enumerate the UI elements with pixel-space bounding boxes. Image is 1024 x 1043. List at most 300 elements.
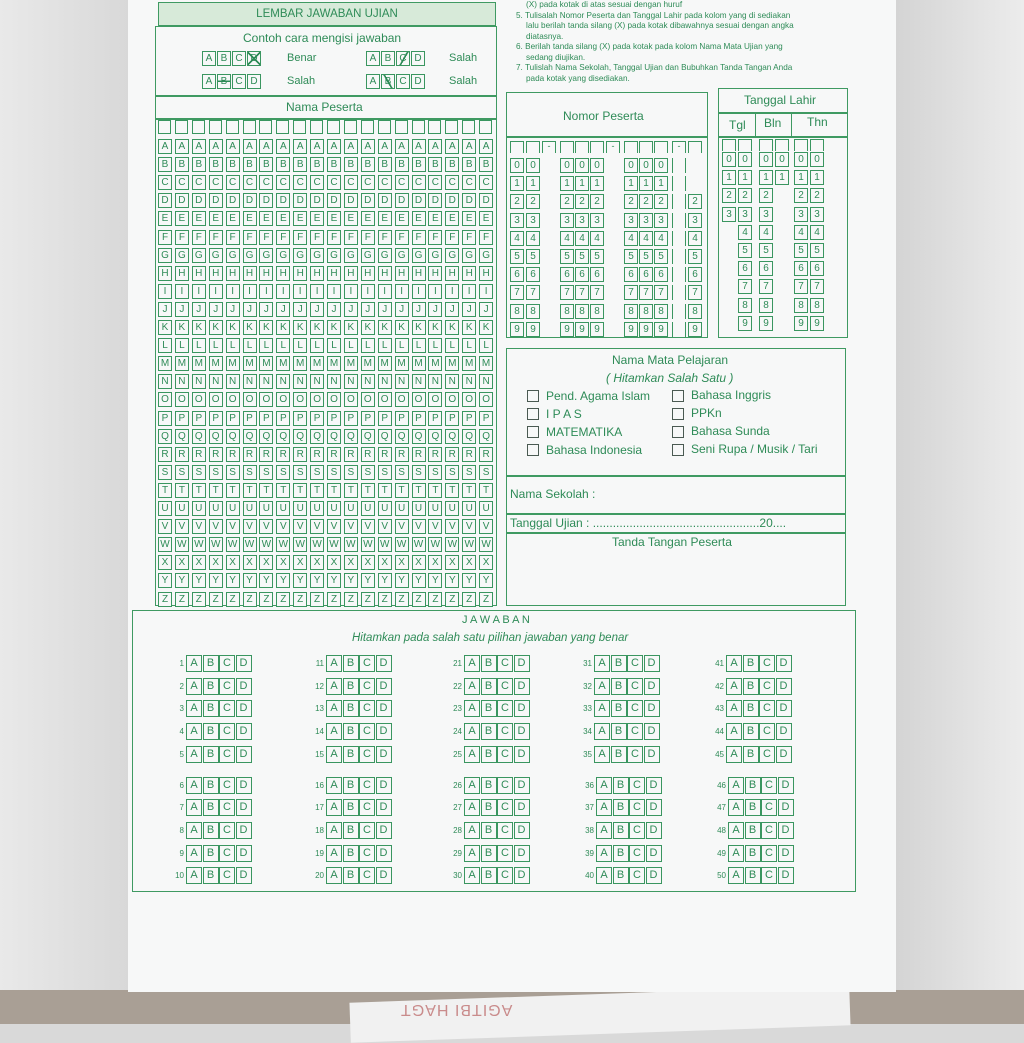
name-letter-box[interactable]: P	[428, 411, 442, 426]
nomor-digit-box[interactable]: 6	[688, 267, 702, 282]
name-letter-box[interactable]: C	[175, 175, 189, 190]
name-letter-box[interactable]: K	[327, 320, 341, 335]
answer-choice-box[interactable]: B	[613, 845, 629, 862]
name-write-box[interactable]	[175, 120, 188, 134]
name-letter-box[interactable]: B	[310, 157, 324, 172]
nomor-digit-box[interactable]: 9	[526, 322, 540, 337]
name-letter-box[interactable]: T	[412, 483, 426, 498]
name-letter-box[interactable]: G	[310, 248, 324, 263]
name-letter-box[interactable]: B	[344, 157, 358, 172]
name-letter-box[interactable]: S	[158, 465, 172, 480]
name-letter-box[interactable]: L	[479, 338, 493, 353]
nomor-digit-box[interactable]: 6	[526, 267, 540, 282]
name-letter-box[interactable]: Z	[259, 592, 273, 607]
tanggal-digit-box[interactable]: 3	[759, 207, 773, 222]
name-letter-box[interactable]: E	[361, 211, 375, 226]
nomor-digit-box[interactable]: 8	[624, 304, 638, 319]
name-letter-box[interactable]: F	[226, 230, 240, 245]
nomor-digit-box[interactable]: 8	[575, 304, 589, 319]
name-letter-box[interactable]: W	[243, 537, 257, 552]
name-letter-box[interactable]: S	[259, 465, 273, 480]
answer-choice-box[interactable]: A	[594, 678, 610, 695]
name-letter-box[interactable]: C	[276, 175, 290, 190]
name-letter-box[interactable]: D	[327, 193, 341, 208]
name-letter-box[interactable]: Z	[479, 592, 493, 607]
name-letter-box[interactable]: K	[479, 320, 493, 335]
name-letter-box[interactable]: D	[259, 193, 273, 208]
name-letter-box[interactable]: B	[158, 157, 172, 172]
name-letter-box[interactable]: Q	[192, 429, 206, 444]
nomor-digit-box[interactable]: 6	[654, 267, 668, 282]
name-letter-box[interactable]: P	[293, 411, 307, 426]
name-letter-box[interactable]: Y	[479, 573, 493, 588]
name-letter-box[interactable]: T	[226, 483, 240, 498]
name-letter-box[interactable]: N	[226, 374, 240, 389]
nomor-digit-box[interactable]: 9	[560, 322, 574, 337]
name-letter-box[interactable]: Q	[344, 429, 358, 444]
name-write-box[interactable]	[158, 120, 171, 134]
answer-choice-box[interactable]: B	[203, 678, 219, 695]
nomor-digit-box[interactable]: 1	[654, 176, 668, 191]
answer-choice-box[interactable]: B	[203, 746, 219, 763]
answer-choice-box[interactable]: A	[186, 822, 202, 839]
answer-choice-box[interactable]: B	[745, 822, 761, 839]
name-letter-box[interactable]: S	[428, 465, 442, 480]
name-letter-box[interactable]: O	[175, 392, 189, 407]
name-letter-box[interactable]: Y	[158, 573, 172, 588]
nomor-digit-box[interactable]: 7	[639, 285, 653, 300]
name-letter-box[interactable]: F	[428, 230, 442, 245]
name-letter-box[interactable]: J	[344, 302, 358, 317]
name-letter-box[interactable]: N	[479, 374, 493, 389]
answer-choice-box[interactable]: B	[481, 822, 497, 839]
name-letter-box[interactable]: V	[209, 519, 223, 534]
name-letter-box[interactable]: U	[226, 501, 240, 516]
name-letter-box[interactable]: R	[192, 447, 206, 462]
nomor-write-box[interactable]	[688, 141, 702, 153]
name-letter-box[interactable]: V	[412, 519, 426, 534]
nomor-digit-box[interactable]: 1	[510, 176, 524, 191]
name-letter-box[interactable]: V	[259, 519, 273, 534]
name-letter-box[interactable]: S	[293, 465, 307, 480]
answer-choice-box[interactable]: D	[514, 867, 530, 884]
answer-choice-box[interactable]: D	[776, 678, 792, 695]
answer-choice-box[interactable]: C	[497, 777, 513, 794]
answer-choice-box[interactable]: D	[514, 678, 530, 695]
nomor-digit-box[interactable]: 6	[590, 267, 604, 282]
name-letter-box[interactable]: L	[428, 338, 442, 353]
name-letter-box[interactable]: M	[209, 356, 223, 371]
name-letter-box[interactable]: C	[192, 175, 206, 190]
name-letter-box[interactable]: J	[259, 302, 273, 317]
nomor-digit-box[interactable]: 4	[575, 231, 589, 246]
answer-choice-box[interactable]: A	[728, 845, 744, 862]
name-letter-box[interactable]: Y	[361, 573, 375, 588]
name-letter-box[interactable]: Y	[293, 573, 307, 588]
name-letter-box[interactable]: I	[175, 284, 189, 299]
name-letter-box[interactable]: P	[243, 411, 257, 426]
name-letter-box[interactable]: M	[327, 356, 341, 371]
name-letter-box[interactable]: Z	[412, 592, 426, 607]
nomor-digit-box[interactable]: 2	[510, 194, 524, 209]
name-letter-box[interactable]: J	[479, 302, 493, 317]
name-letter-box[interactable]: C	[395, 175, 409, 190]
answer-choice-box[interactable]: A	[594, 746, 610, 763]
answer-choice-box[interactable]: A	[464, 799, 480, 816]
name-letter-box[interactable]: P	[158, 411, 172, 426]
answer-choice-box[interactable]: B	[343, 845, 359, 862]
name-letter-box[interactable]: S	[479, 465, 493, 480]
answer-choice-box[interactable]: D	[236, 655, 252, 672]
name-letter-box[interactable]: V	[445, 519, 459, 534]
name-letter-box[interactable]: E	[462, 211, 476, 226]
name-letter-box[interactable]: A	[395, 139, 409, 154]
name-letter-box[interactable]: L	[378, 338, 392, 353]
nomor-digit-box[interactable]: 6	[510, 267, 524, 282]
answer-choice-box[interactable]: D	[376, 746, 392, 763]
name-letter-box[interactable]: L	[462, 338, 476, 353]
tanggal-digit-box[interactable]: 3	[722, 207, 736, 222]
name-letter-box[interactable]: W	[327, 537, 341, 552]
answer-choice-box[interactable]: A	[728, 799, 744, 816]
tanggal-digit-box[interactable]: 9	[794, 316, 808, 331]
answer-choice-box[interactable]: A	[326, 777, 342, 794]
name-letter-box[interactable]: W	[412, 537, 426, 552]
answer-choice-box[interactable]: A	[186, 845, 202, 862]
name-letter-box[interactable]: R	[226, 447, 240, 462]
nomor-digit-box[interactable]: 6	[639, 267, 653, 282]
name-letter-box[interactable]: Z	[462, 592, 476, 607]
name-letter-box[interactable]: Y	[395, 573, 409, 588]
answer-choice-box[interactable]: C	[761, 799, 777, 816]
name-letter-box[interactable]: K	[209, 320, 223, 335]
name-letter-box[interactable]: B	[395, 157, 409, 172]
name-letter-box[interactable]: D	[276, 193, 290, 208]
name-letter-box[interactable]: V	[361, 519, 375, 534]
name-letter-box[interactable]: E	[209, 211, 223, 226]
answer-choice-box[interactable]: D	[778, 867, 794, 884]
name-letter-box[interactable]: C	[243, 175, 257, 190]
answer-choice-box[interactable]: C	[359, 777, 375, 794]
nomor-digit-box[interactable]: 2	[590, 194, 604, 209]
name-letter-box[interactable]: A	[344, 139, 358, 154]
nomor-digit-box[interactable]: 0	[575, 158, 589, 173]
name-letter-box[interactable]: L	[243, 338, 257, 353]
name-letter-box[interactable]: R	[361, 447, 375, 462]
answer-choice-box[interactable]: A	[728, 777, 744, 794]
name-letter-box[interactable]: Y	[412, 573, 426, 588]
name-letter-box[interactable]: W	[293, 537, 307, 552]
answer-choice-box[interactable]: A	[326, 723, 342, 740]
nomor-digit-box[interactable]: 4	[639, 231, 653, 246]
name-letter-box[interactable]: N	[445, 374, 459, 389]
name-letter-box[interactable]: T	[158, 483, 172, 498]
answer-choice-box[interactable]: D	[644, 700, 660, 717]
tanggal-digit-box[interactable]: 4	[759, 225, 773, 240]
name-letter-box[interactable]: P	[209, 411, 223, 426]
answer-choice-box[interactable]: B	[343, 678, 359, 695]
answer-choice-box[interactable]: C	[759, 746, 775, 763]
nomor-write-box[interactable]	[639, 141, 653, 153]
nomor-digit-box[interactable]: 5	[590, 249, 604, 264]
tanggal-digit-box[interactable]: 7	[794, 279, 808, 294]
name-letter-box[interactable]: I	[243, 284, 257, 299]
nomor-digit-box[interactable]: 5	[575, 249, 589, 264]
name-letter-box[interactable]: Q	[361, 429, 375, 444]
name-letter-box[interactable]: K	[344, 320, 358, 335]
answer-choice-box[interactable]: D	[646, 822, 662, 839]
name-letter-box[interactable]: G	[479, 248, 493, 263]
name-letter-box[interactable]: C	[259, 175, 273, 190]
name-letter-box[interactable]: Q	[412, 429, 426, 444]
answer-choice-box[interactable]: A	[186, 678, 202, 695]
name-letter-box[interactable]: V	[327, 519, 341, 534]
name-letter-box[interactable]: R	[276, 447, 290, 462]
name-letter-box[interactable]: E	[344, 211, 358, 226]
nomor-digit-box[interactable]: 9	[590, 322, 604, 337]
name-letter-box[interactable]: I	[428, 284, 442, 299]
name-letter-box[interactable]: A	[462, 139, 476, 154]
name-letter-box[interactable]: Q	[276, 429, 290, 444]
nomor-digit-box[interactable]: 1	[590, 176, 604, 191]
name-letter-box[interactable]: E	[395, 211, 409, 226]
name-letter-box[interactable]: J	[395, 302, 409, 317]
name-letter-box[interactable]: B	[479, 157, 493, 172]
answer-choice-box[interactable]: A	[596, 799, 612, 816]
answer-choice-box[interactable]: D	[514, 799, 530, 816]
name-letter-box[interactable]: D	[158, 193, 172, 208]
name-write-box[interactable]	[226, 120, 239, 134]
name-letter-box[interactable]: W	[259, 537, 273, 552]
answer-choice-box[interactable]: B	[611, 700, 627, 717]
tanggal-digit-box[interactable]: 3	[810, 207, 824, 222]
name-letter-box[interactable]: B	[293, 157, 307, 172]
name-letter-box[interactable]: X	[158, 555, 172, 570]
tanggal-digit-box[interactable]: 5	[810, 243, 824, 258]
name-letter-box[interactable]: Z	[327, 592, 341, 607]
name-letter-box[interactable]: P	[378, 411, 392, 426]
answer-choice-box[interactable]: D	[236, 700, 252, 717]
name-letter-box[interactable]: D	[462, 193, 476, 208]
subject-checkbox[interactable]	[672, 390, 684, 402]
answer-choice-box[interactable]: B	[481, 777, 497, 794]
name-letter-box[interactable]: P	[395, 411, 409, 426]
tanggal-digit-box[interactable]: 6	[738, 261, 752, 276]
name-letter-box[interactable]: Z	[395, 592, 409, 607]
answer-choice-box[interactable]: D	[778, 777, 794, 794]
answer-choice-box[interactable]: C	[359, 655, 375, 672]
name-write-box[interactable]	[412, 120, 425, 134]
name-write-box[interactable]	[259, 120, 272, 134]
name-letter-box[interactable]: L	[412, 338, 426, 353]
name-letter-box[interactable]: Z	[293, 592, 307, 607]
answer-choice-box[interactable]: C	[497, 655, 513, 672]
answer-choice-box[interactable]: B	[481, 799, 497, 816]
name-letter-box[interactable]: V	[175, 519, 189, 534]
name-letter-box[interactable]: E	[259, 211, 273, 226]
nomor-digit-box[interactable]: 3	[590, 213, 604, 228]
name-write-box[interactable]	[361, 120, 374, 134]
answer-choice-box[interactable]: C	[219, 822, 235, 839]
name-letter-box[interactable]: P	[462, 411, 476, 426]
name-letter-box[interactable]: M	[344, 356, 358, 371]
nomor-digit-box[interactable]: 5	[510, 249, 524, 264]
name-letter-box[interactable]: O	[327, 392, 341, 407]
name-letter-box[interactable]: M	[479, 356, 493, 371]
answer-choice-box[interactable]: D	[514, 655, 530, 672]
answer-choice-box[interactable]: C	[359, 867, 375, 884]
name-letter-box[interactable]: J	[209, 302, 223, 317]
name-letter-box[interactable]: H	[158, 266, 172, 281]
name-letter-box[interactable]: W	[462, 537, 476, 552]
answer-choice-box[interactable]: B	[745, 777, 761, 794]
answer-choice-box[interactable]: C	[219, 845, 235, 862]
name-letter-box[interactable]: V	[310, 519, 324, 534]
answer-choice-box[interactable]: D	[514, 746, 530, 763]
nomor-digit-box[interactable]: 0	[560, 158, 574, 173]
name-write-box[interactable]	[344, 120, 357, 134]
answer-choice-box[interactable]: B	[745, 867, 761, 884]
name-letter-box[interactable]: D	[209, 193, 223, 208]
nomor-digit-box[interactable]: 3	[688, 213, 702, 228]
name-letter-box[interactable]: E	[378, 211, 392, 226]
tanggal-digit-box[interactable]: 9	[759, 316, 773, 331]
name-letter-box[interactable]: K	[243, 320, 257, 335]
answer-choice-box[interactable]: A	[726, 655, 742, 672]
name-letter-box[interactable]: B	[175, 157, 189, 172]
name-letter-box[interactable]: P	[327, 411, 341, 426]
name-letter-box[interactable]: X	[412, 555, 426, 570]
subject-checkbox[interactable]	[672, 426, 684, 438]
name-letter-box[interactable]: O	[192, 392, 206, 407]
name-letter-box[interactable]: Q	[243, 429, 257, 444]
name-letter-box[interactable]: T	[479, 483, 493, 498]
answer-choice-box[interactable]: A	[594, 723, 610, 740]
name-letter-box[interactable]: T	[192, 483, 206, 498]
nomor-write-box[interactable]	[526, 141, 540, 153]
name-letter-box[interactable]: S	[344, 465, 358, 480]
name-letter-box[interactable]: T	[428, 483, 442, 498]
name-letter-box[interactable]: H	[378, 266, 392, 281]
nomor-digit-box[interactable]: 5	[639, 249, 653, 264]
name-letter-box[interactable]: P	[226, 411, 240, 426]
name-letter-box[interactable]: Q	[209, 429, 223, 444]
name-letter-box[interactable]: K	[445, 320, 459, 335]
answer-choice-box[interactable]: B	[203, 655, 219, 672]
name-letter-box[interactable]: E	[479, 211, 493, 226]
answer-choice-box[interactable]: C	[497, 723, 513, 740]
nomor-digit-box[interactable]: 7	[688, 285, 702, 300]
answer-choice-box[interactable]: A	[464, 746, 480, 763]
name-letter-box[interactable]: Y	[226, 573, 240, 588]
nomor-digit-box[interactable]: 4	[560, 231, 574, 246]
answer-choice-box[interactable]: D	[376, 845, 392, 862]
name-letter-box[interactable]: N	[428, 374, 442, 389]
name-letter-box[interactable]: S	[209, 465, 223, 480]
nomor-write-box[interactable]	[590, 141, 604, 153]
nomor-digit-box[interactable]: 5	[624, 249, 638, 264]
name-letter-box[interactable]: S	[175, 465, 189, 480]
name-letter-box[interactable]: M	[378, 356, 392, 371]
name-letter-box[interactable]: A	[175, 139, 189, 154]
name-letter-box[interactable]: A	[428, 139, 442, 154]
name-letter-box[interactable]: C	[378, 175, 392, 190]
answer-choice-box[interactable]: C	[629, 777, 645, 794]
nomor-digit-box[interactable]: 2	[688, 194, 702, 209]
name-letter-box[interactable]: V	[378, 519, 392, 534]
nomor-digit-box[interactable]: 5	[688, 249, 702, 264]
tanggal-digit-box[interactable]: 0	[775, 152, 789, 167]
answer-choice-box[interactable]: D	[236, 799, 252, 816]
name-letter-box[interactable]: B	[378, 157, 392, 172]
name-letter-box[interactable]: R	[462, 447, 476, 462]
name-letter-box[interactable]: O	[276, 392, 290, 407]
tanggal-write-box[interactable]	[794, 139, 808, 151]
name-letter-box[interactable]: Z	[310, 592, 324, 607]
answer-choice-box[interactable]: D	[646, 867, 662, 884]
name-letter-box[interactable]: P	[412, 411, 426, 426]
nomor-digit-box[interactable]: 3	[526, 213, 540, 228]
name-letter-box[interactable]: W	[192, 537, 206, 552]
answer-choice-box[interactable]: A	[596, 867, 612, 884]
nomor-digit-box[interactable]: 5	[526, 249, 540, 264]
answer-choice-box[interactable]: D	[236, 678, 252, 695]
answer-choice-box[interactable]: A	[464, 822, 480, 839]
name-letter-box[interactable]: I	[192, 284, 206, 299]
name-letter-box[interactable]: D	[361, 193, 375, 208]
name-letter-box[interactable]: Q	[226, 429, 240, 444]
name-letter-box[interactable]: X	[395, 555, 409, 570]
answer-choice-box[interactable]: A	[326, 799, 342, 816]
name-letter-box[interactable]: C	[479, 175, 493, 190]
name-letter-box[interactable]: H	[243, 266, 257, 281]
name-letter-box[interactable]: K	[259, 320, 273, 335]
answer-choice-box[interactable]: C	[497, 867, 513, 884]
nomor-write-box[interactable]: -	[542, 141, 556, 153]
name-letter-box[interactable]: O	[243, 392, 257, 407]
name-letter-box[interactable]: D	[243, 193, 257, 208]
name-letter-box[interactable]: S	[412, 465, 426, 480]
name-letter-box[interactable]: I	[344, 284, 358, 299]
name-letter-box[interactable]: Z	[378, 592, 392, 607]
answer-choice-box[interactable]: D	[514, 822, 530, 839]
answer-choice-box[interactable]: C	[497, 799, 513, 816]
name-letter-box[interactable]: S	[378, 465, 392, 480]
answer-choice-box[interactable]: B	[203, 799, 219, 816]
answer-choice-box[interactable]: D	[236, 746, 252, 763]
nomor-digit-box[interactable]: 8	[510, 304, 524, 319]
name-letter-box[interactable]: F	[276, 230, 290, 245]
nomor-digit-box[interactable]: 7	[526, 285, 540, 300]
name-letter-box[interactable]: E	[445, 211, 459, 226]
name-letter-box[interactable]: A	[192, 139, 206, 154]
answer-choice-box[interactable]: D	[776, 723, 792, 740]
name-letter-box[interactable]: B	[209, 157, 223, 172]
name-letter-box[interactable]: C	[226, 175, 240, 190]
name-letter-box[interactable]: R	[310, 447, 324, 462]
answer-choice-box[interactable]: C	[497, 845, 513, 862]
name-letter-box[interactable]: O	[479, 392, 493, 407]
name-letter-box[interactable]: M	[361, 356, 375, 371]
name-letter-box[interactable]: A	[226, 139, 240, 154]
name-letter-box[interactable]: L	[226, 338, 240, 353]
name-letter-box[interactable]: F	[192, 230, 206, 245]
answer-choice-box[interactable]: B	[481, 867, 497, 884]
name-letter-box[interactable]: I	[378, 284, 392, 299]
name-letter-box[interactable]: N	[310, 374, 324, 389]
name-letter-box[interactable]: U	[412, 501, 426, 516]
answer-choice-box[interactable]: A	[326, 822, 342, 839]
